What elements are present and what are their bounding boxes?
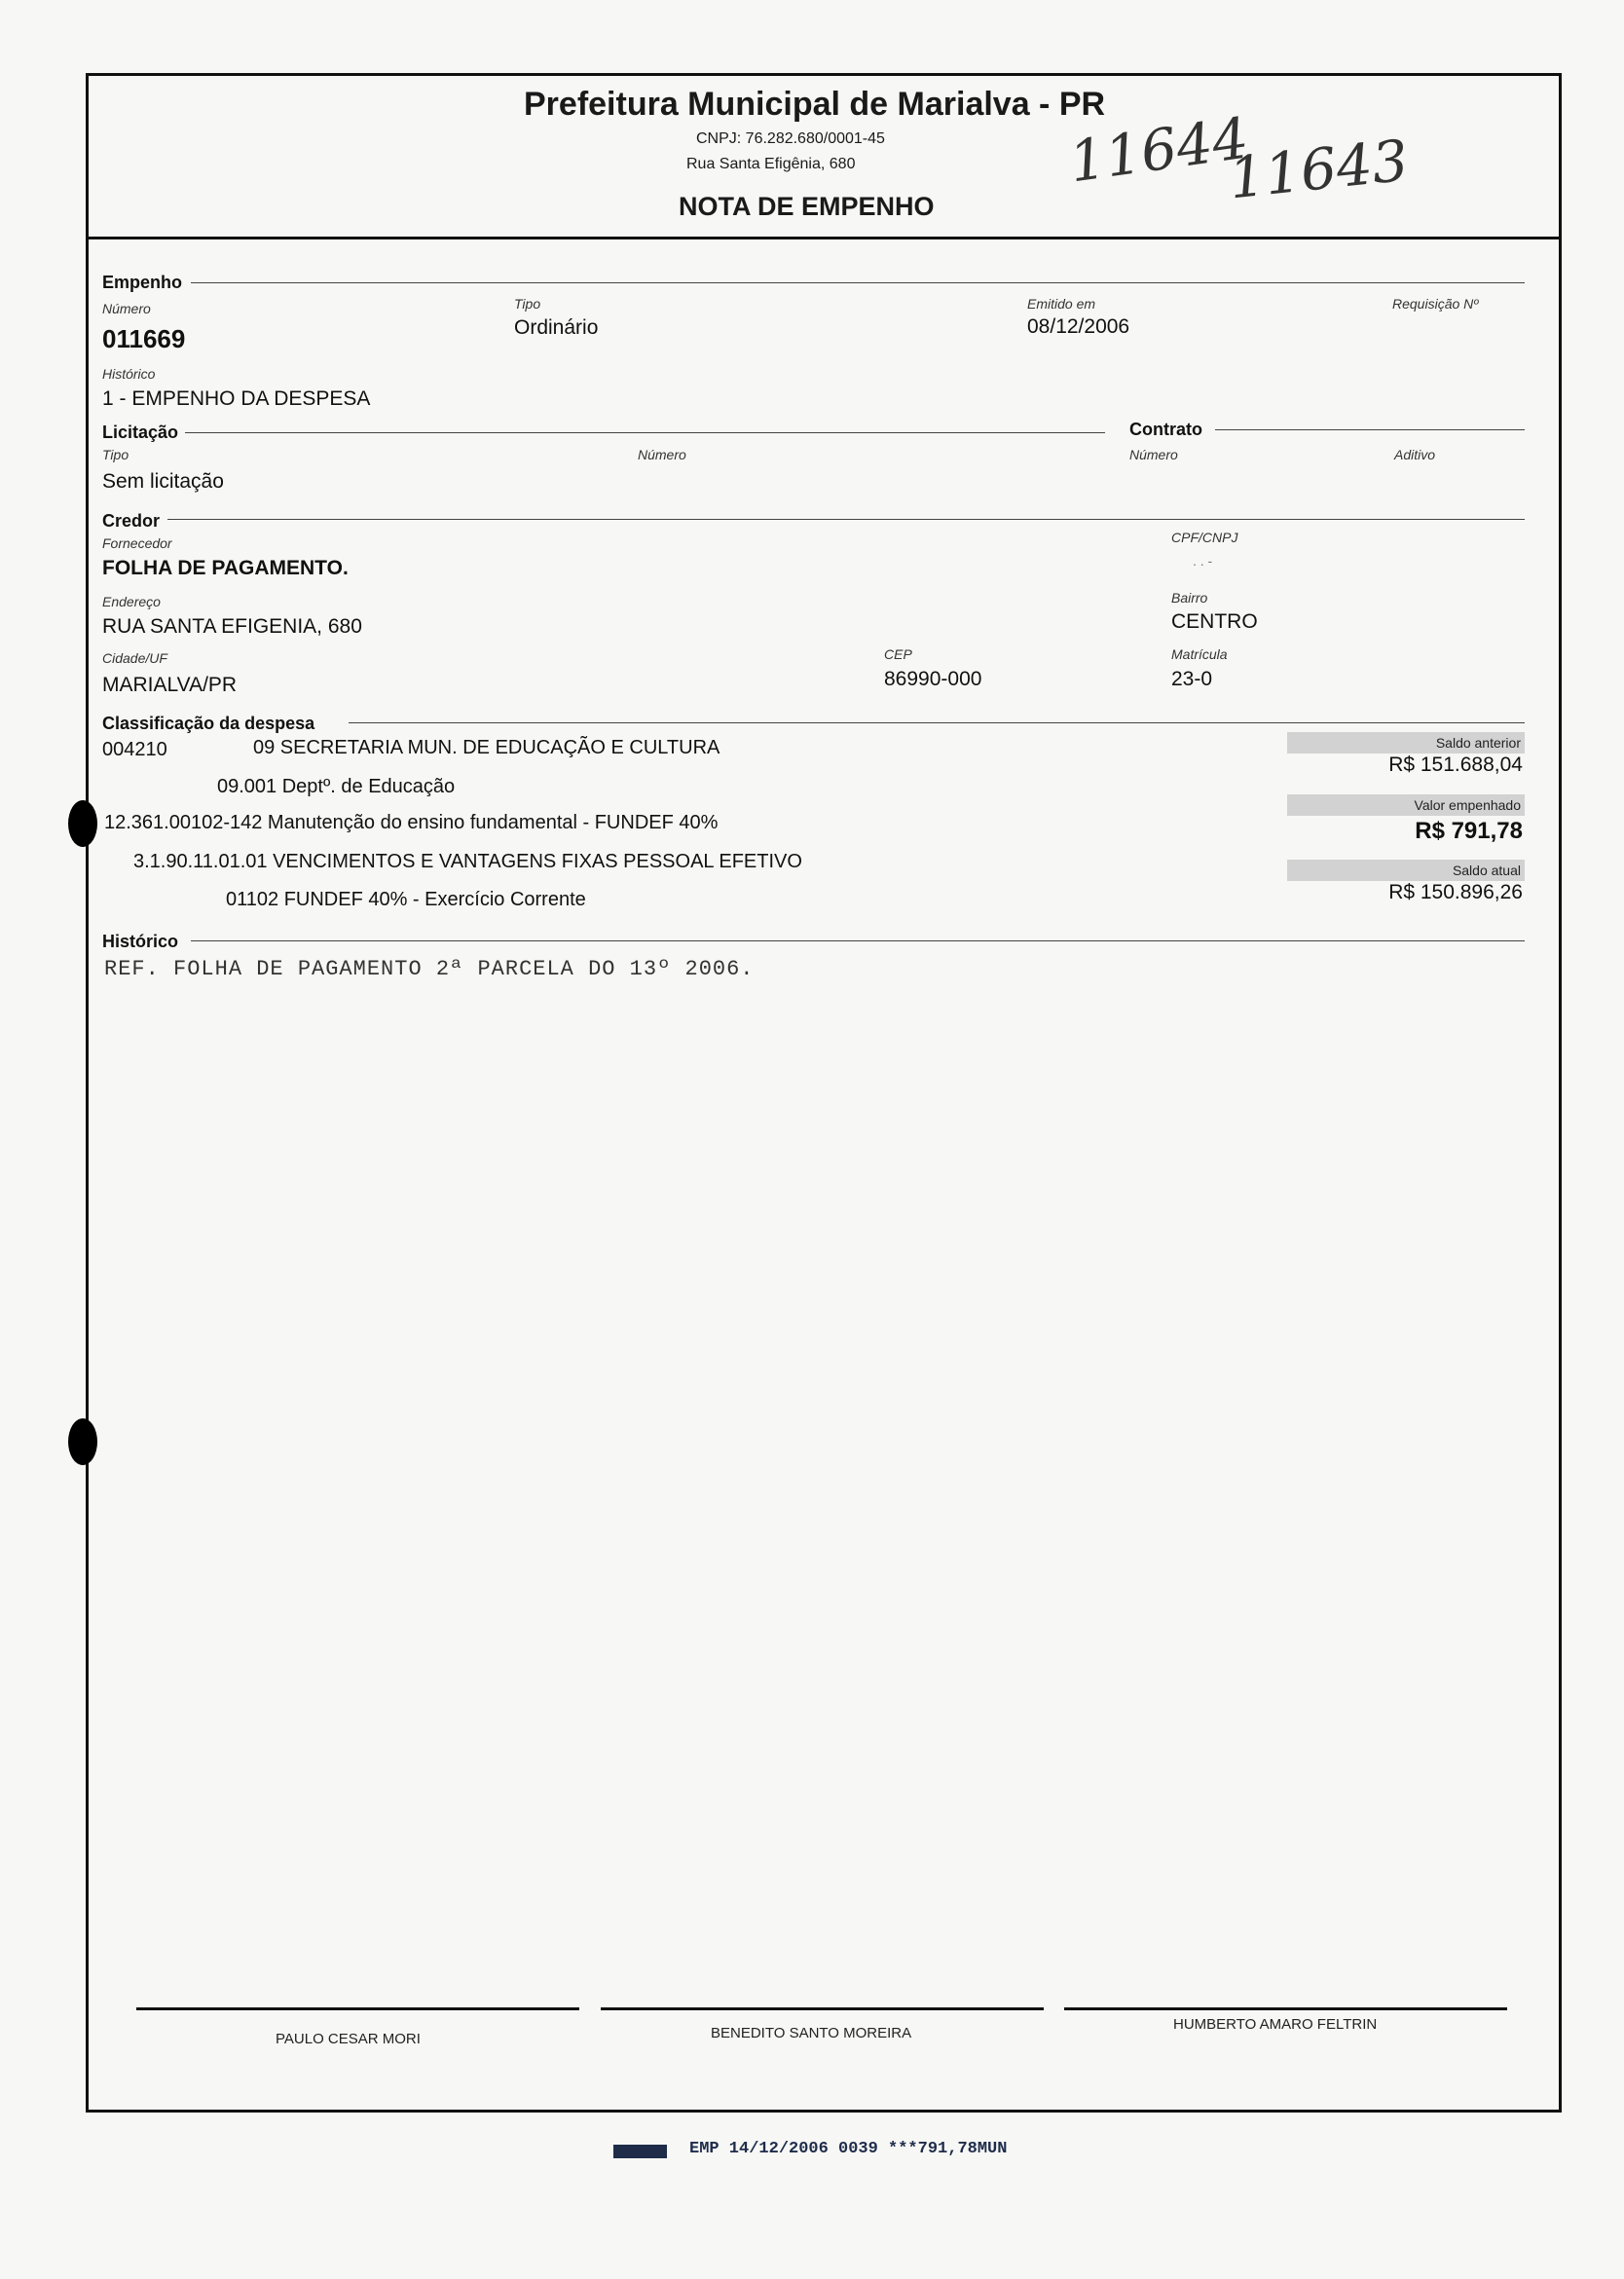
classificacao-unidade: 09.001 Deptº. de Educação [217,776,456,797]
matricula-value: 23-0 [1171,668,1213,690]
matricula-label: Matrícula [1171,646,1228,662]
signature-line-3 [1064,2007,1507,2010]
classificacao-elemento: 3.1.90.11.01.01 VENCIMENTOS E VANTAGENS FIXAS PESSOAL EFETIVO [133,851,802,872]
classificacao-fonte: 01102 FUNDEF 40% - Exercício Corrente [226,889,586,910]
cep-label: CEP [884,646,912,662]
numero-label: Número [102,301,151,316]
handwritten-number-2: 11643 [1225,127,1412,212]
page-title: Prefeitura Municipal de Marialva - PR [524,86,1106,123]
saldo-anterior-value: R$ 151.688,04 [1388,754,1523,776]
empenho-tipo: Ordinário [514,316,599,339]
licitacao-section-title: Licitação [102,423,179,442]
emitido-label: Emitido em [1027,296,1096,312]
handwritten-number-1: 11644 [1065,104,1253,196]
classificacao-code: 004210 [102,739,167,760]
cidade-label: Cidade/UF [102,650,167,666]
licitacao-tipo-label: Tipo [102,447,129,462]
document-frame [86,73,1562,2113]
licitacao-numero-label: Número [638,447,686,462]
saldo-atual-value: R$ 150.896,26 [1388,881,1523,903]
signature-name-2: BENEDITO SANTO MOREIRA [711,2025,912,2041]
classificacao-acao: 12.361.00102-142 Manutenção do ensino fundamental - FUNDEF 40% [104,812,719,833]
contrato-numero-label: Número [1129,447,1178,462]
signature-name-1: PAULO CESAR MORI [276,2031,421,2047]
emitido-date: 08/12/2006 [1027,315,1130,338]
address: Rua Santa Efigênia, 680 [686,156,856,172]
historico-label: Histórico [102,366,156,382]
bairro-value: CENTRO [1171,610,1258,633]
cidade-value: MARIALVA/PR [102,674,238,696]
empenho-section-title: Empenho [102,273,183,292]
classificacao-rule [349,722,1525,723]
historico-rule [191,940,1525,941]
historico-text: REF. FOLHA DE PAGAMENTO 2ª PARCELA DO 13º 2006. [104,957,755,981]
document-title: NOTA DE EMPENHO [679,192,935,221]
signature-line-1 [136,2007,579,2010]
historico-section-title: Histórico [102,932,179,951]
footer-stamp: EMP 14/12/2006 0039 ***791,78MUN [689,2140,1008,2158]
licitacao-rule [185,432,1105,433]
cpf-value: . . - [1193,553,1213,569]
valor-empenhado-label: Valor empenhado [1287,794,1525,816]
fornecedor-label: Fornecedor [102,535,172,551]
saldo-anterior-label: Saldo anterior [1287,732,1525,754]
valor-empenhado-value: R$ 791,78 [1415,818,1523,844]
fornecedor-name: FOLHA DE PAGAMENTO. [102,557,349,579]
endereco-value: RUA SANTA EFIGENIA, 680 [102,615,362,638]
contrato-rule [1215,429,1525,430]
credor-rule [167,519,1525,520]
classificacao-orgao: 09 SECRETARIA MUN. DE EDUCAÇÃO E CULTURA [253,737,720,758]
footer-stamp-mark [613,2145,667,2158]
classificacao-section-title: Classificação da despesa [102,714,315,733]
contrato-section-title: Contrato [1129,420,1202,439]
cpf-label: CPF/CNPJ [1171,530,1238,545]
cep-value: 86990-000 [884,668,982,690]
licitacao-tipo: Sem licitação [102,470,224,493]
cnpj: CNPJ: 76.282.680/0001-45 [696,130,885,147]
header-divider [86,237,1562,239]
empenho-rule [191,282,1525,283]
binder-hole-bottom [68,1418,97,1465]
signature-line-2 [601,2007,1044,2010]
binder-hole-top [68,800,97,847]
signature-name-3: HUMBERTO AMARO FELTRIN [1173,2016,1378,2033]
tipo-label: Tipo [514,296,541,312]
bairro-label: Bairro [1171,590,1208,606]
aditivo-label: Aditivo [1394,447,1436,462]
empenho-historico: 1 - EMPENHO DA DESPESA [102,387,371,410]
endereco-label: Endereço [102,594,161,609]
credor-section-title: Credor [102,511,161,531]
empenho-numero: 011669 [102,324,186,353]
saldo-atual-label: Saldo atual [1287,860,1525,881]
requisicao-label: Requisição Nº [1392,296,1479,312]
